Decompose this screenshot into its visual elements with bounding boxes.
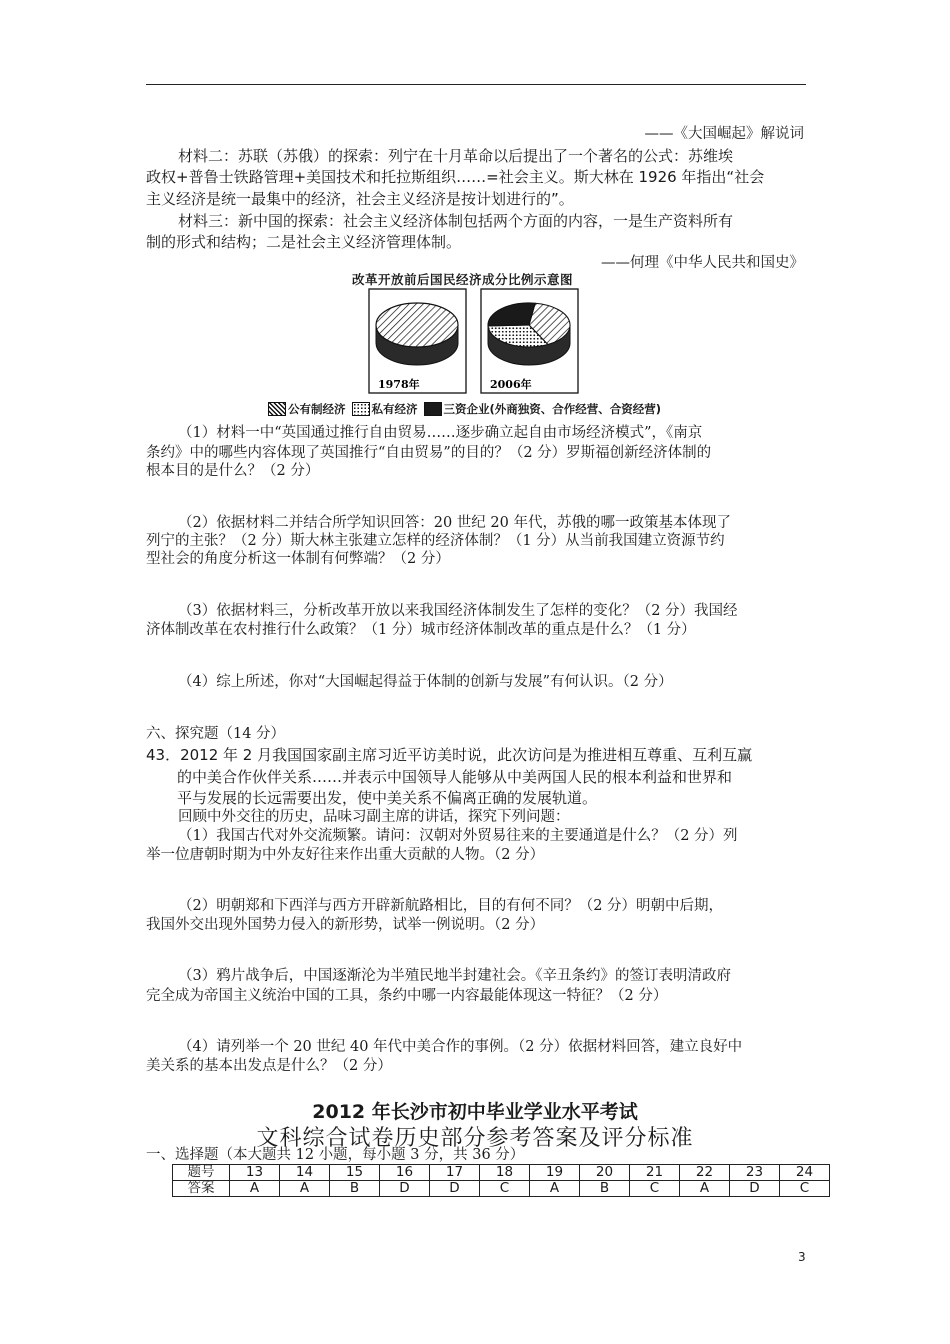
q43-3-line-2: 完全成为帝国主义统治中国的工具，条约中哪一内容最能体现这一特征？（2 分） (146, 988, 668, 1004)
q42-3-line-2: 济体制改革在农村推行什么政策？（1 分）城市经济体制改革的重点是什么？（1 分） (146, 622, 696, 638)
answer-cell: B (580, 1181, 630, 1197)
question-number-cell: 22 (680, 1165, 730, 1181)
q42-4-line-1: （4）综上所述，你对“大国崛起得益于体制的创新与发展”有何认识。（2 分） (178, 674, 673, 690)
answer-cell: A (230, 1181, 280, 1197)
answer-table-row-numbers (173, 1165, 830, 1181)
answer-table-row-answers (173, 1181, 830, 1197)
q42-1-line-2: 条约》中的哪些内容体现了英国推行“自由贸易”的目的？（2 分）罗斯福创新经济体制的 (146, 445, 712, 461)
slice-foreign-2006 (488, 303, 535, 326)
answer-cell: D (430, 1181, 480, 1197)
question-number-cell: 15 (330, 1165, 380, 1181)
answer-cell: C (630, 1181, 680, 1197)
q42-1-line-1: （1）材料一中“英国通过推行自由贸易……逐步确立起自由市场经济模式”，《南京 (178, 425, 703, 441)
legend-swatch-foreign (424, 402, 442, 416)
legend-foreign (424, 401, 662, 417)
q42-3-line-1: （3）依据材料三，分析改革开放以来我国经济体制发生了怎样的变化？（2 分）我国经 (178, 603, 738, 619)
source-daguo: ——《大国崛起》解说词 (644, 126, 804, 142)
q43-line-3: 平与发展的长远需要出发，使中美关系不偏离正确的发展轨道。 (177, 789, 598, 807)
legend-swatch-private (352, 402, 370, 416)
answer-cell: A (680, 1181, 730, 1197)
legend-label-private: 私有经济 (371, 402, 418, 416)
question-number-cell: 13 (230, 1165, 280, 1181)
material3-line-2: 制的形式和结构；二是社会主义经济管理体制。 (146, 233, 462, 251)
legend-swatch-public (268, 402, 286, 416)
material2-line-3: 主义经济是统一最集中的经济，社会主义经济是按计划进行的”。 (146, 190, 574, 208)
pie-charts (368, 288, 580, 396)
question-number-cell: 14 (280, 1165, 330, 1181)
chart-legend (268, 401, 667, 417)
q43-4-line-1: （4）请列举一个 20 世纪 40 年代中美合作的事例。（2 分）依据材料回答，建立良好中 (178, 1039, 743, 1055)
label-2006: 2006年 (490, 378, 532, 391)
question-number-cell: 24 (780, 1165, 830, 1181)
question-number-cell: 16 (380, 1165, 430, 1181)
q43-line-1: 43．2012 年 2 月我国国家副主席习近平访美时说，此次访问是为推进相互尊重、互利互赢 (146, 746, 753, 764)
question-number-cell: 17 (430, 1165, 480, 1181)
question-number-cell: 19 (530, 1165, 580, 1181)
section6-heading: 六、探究题（14 分） (146, 726, 286, 742)
q42-2-line-1: （2）依据材料二并结合所学知识回答：20 世纪 20 年代，苏俄的哪一政策基本体现了 (178, 515, 731, 531)
material3-line-1: 材料三：新中国的探索：社会主义经济体制包括两个方面的内容，一是生产资料所有 (178, 212, 734, 230)
legend-label-public: 公有制经济 (288, 402, 346, 416)
q43-4-line-2: 美关系的基本出发点是什么？（2 分） (146, 1058, 392, 1074)
row-label-number: 题号 (173, 1165, 230, 1181)
q42-2-line-3: 型社会的角度分析这一体制有何弊端？（2 分） (146, 551, 450, 567)
chart-title: 改革开放前后国民经济成分比例示意图 (352, 272, 574, 287)
pie-2006 (488, 303, 570, 365)
q43-1-line-2: 举一位唐朝时期为中外友好往来作出重大贡献的人物。（2 分） (146, 847, 545, 863)
answer-title-2: 文科综合试卷历史部分参考答案及评分标准 (256, 1126, 694, 1151)
q43-2-line-1: （2）明朝郑和下西洋与西方开辟新航路相比，目的有何不同？（2 分）明朝中后期， (178, 898, 724, 914)
legend-label-foreign: 三资企业(外商独资、合作经营、合资经营) (443, 402, 662, 416)
question-number-cell: 21 (630, 1165, 680, 1181)
choice-heading: 一、选择题（本大题共 12 小题，每小题 3 分，共 36 分） (146, 1147, 525, 1163)
source-heli: ——何理《中华人民共和国史》 (601, 255, 804, 271)
question-number-cell: 23 (730, 1165, 780, 1181)
label-1978: 1978年 (378, 378, 420, 391)
q43-3-line-1: （3）鸦片战争后，中国逐渐沦为半殖民地半封建社会。《辛丑条约》的签订表明清政府 (178, 968, 731, 984)
answer-cell: B (330, 1181, 380, 1197)
answer-cell: C (780, 1181, 830, 1197)
header-rule (146, 84, 806, 85)
answer-cell: D (380, 1181, 430, 1197)
answer-cell: A (530, 1181, 580, 1197)
question-number-cell: 20 (580, 1165, 630, 1181)
pie-1978 (376, 303, 458, 365)
question-number-cell: 18 (480, 1165, 530, 1181)
q43-line-2: 的中美合作伙伴关系……并表示中国领导人能够从中美两国人民的根本利益和世界和 (177, 768, 733, 786)
legend-private (352, 401, 418, 417)
material2-line-1: 材料二：苏联（苏俄）的探索：列宁在十月革命以后提出了一个著名的公式：苏维埃 (178, 147, 734, 165)
legend-public (268, 401, 346, 417)
answer-cell: A (280, 1181, 330, 1197)
slice-public-1978 (376, 303, 458, 347)
answer-table (172, 1164, 830, 1197)
page-number: 3 (798, 1250, 806, 1264)
q42-1-line-3: 根本目的是什么？（2 分） (146, 463, 320, 479)
row-label-answer: 答案 (173, 1181, 230, 1197)
q43-intro: 回顾中外交往的历史，品味习副主席的讲话，探究下列问题： (178, 809, 570, 825)
answer-title-1: 2012 年长沙市初中毕业学业水平考试 (312, 1101, 638, 1123)
answer-cell: C (480, 1181, 530, 1197)
q43-1-line-1: （1）我国古代对外交流频繁。请问：汉朝对外贸易往来的主要通道是什么？（2 分）列 (178, 828, 738, 844)
q42-2-line-2: 列宁的主张？（2 分）斯大林主张建立怎样的经济体制？（1 分）从当前我国建立资源节约 (146, 533, 725, 549)
material2-line-2: 政权+普鲁士铁路管理+美国技术和托拉斯组织……=社会主义。斯大林在 1926 年指出“社会 (146, 168, 765, 186)
q43-2-line-2: 我国外交出现外国势力侵入的新形势，试举一例说明。（2 分） (146, 917, 545, 933)
answer-cell: D (730, 1181, 780, 1197)
